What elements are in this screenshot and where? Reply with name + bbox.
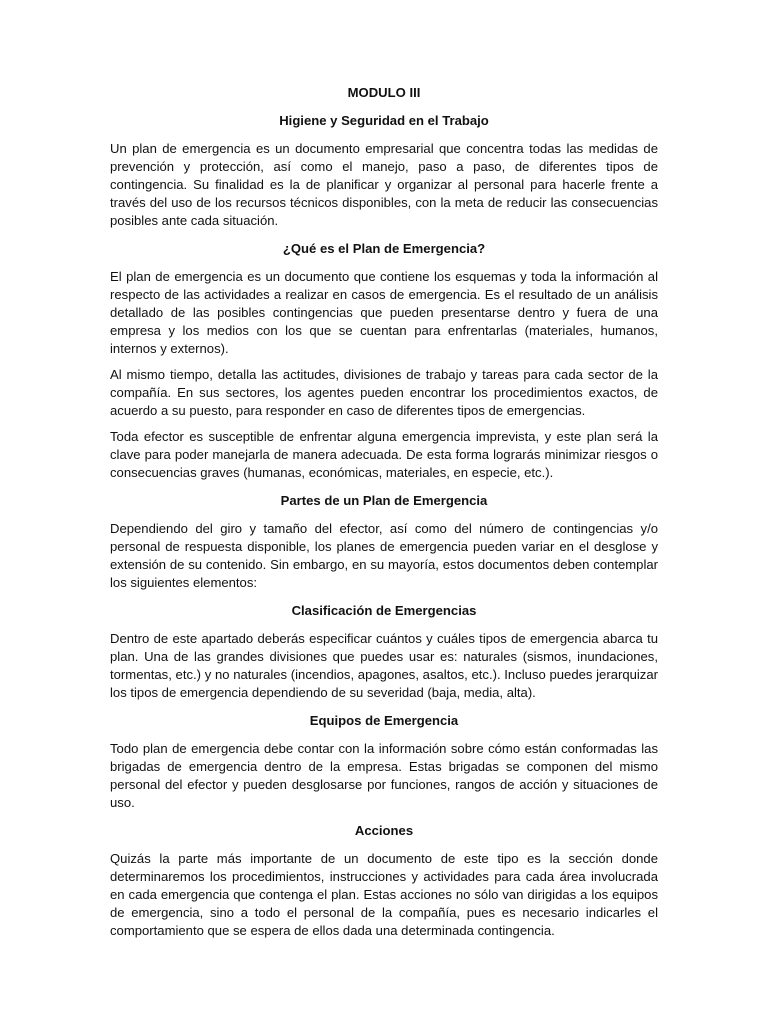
section-heading-clasificacion: Clasificación de Emergencias <box>291 603 477 618</box>
intro-paragraph: Un plan de emergencia es un documento empresarial que concentra todas las medidas de prevención y protección, así como el manejo, paso a paso, de diferentes tipos de contingencia. Su finalidad es la de planificar y organizar al personal para hacerle frente a través del uso de los recursos técnicos disponibles, con la meta de reducir las consecuencias posibles ante cada situación. <box>110 141 658 228</box>
section-heading-que-es: ¿Qué es el Plan de Emergencia? <box>282 241 486 256</box>
paragraph-equipos-1: Todo plan de emergencia debe contar con la información sobre cómo están conformadas las brigadas de emergencia dentro de la empresa. Estas brigadas se componen del mismo personal del efector y pueden desglosarse por funciones, rangos de acción y situaciones de uso. <box>110 741 658 810</box>
paragraph-que-es-3: Toda efector es susceptible de enfrentar alguna emergencia imprevista, y este plan será la clave para poder manejarla de manera adecuada. De esta forma lograrás minimizar riesgos o consecuencias graves (humanas, económicas, materiales, en especie, etc.). <box>110 429 658 480</box>
section-heading-partes: Partes de un Plan de Emergencia <box>280 493 488 508</box>
document-title: MODULO III <box>347 85 421 100</box>
document-page <box>110 84 658 940</box>
paragraph-acciones-1: Quizás la parte más importante de un documento de este tipo es la sección donde determinaremos los procedimientos, instrucciones y actividades para cada área involucrada en cada emergencia que contenga el plan. Estas acciones no sólo van dirigidas a los equipos de emergencia, sino a todo el personal de la compañía, pues es necesario indicarles el comportamiento que se espera de ellos dada una determinada contingencia. <box>110 851 658 938</box>
paragraph-partes-1: Dependiendo del giro y tamaño del efector, así como del número de contingencias y/o personal de respuesta disponible, los planes de emergencia pueden variar en el desglose y extensión de su contenido. Sin embargo, en su mayoría, estos documentos deben contemplar los siguientes elementos: <box>110 521 658 590</box>
document-subtitle: Higiene y Seguridad en el Trabajo <box>279 113 489 128</box>
section-heading-acciones: Acciones <box>354 823 414 838</box>
section-heading-equipos: Equipos de Emergencia <box>309 713 459 728</box>
paragraph-clasificacion-1: Dentro de este apartado deberás especificar cuántos y cuáles tipos de emergencia abarca tu plan. Una de las grandes divisiones que puedes usar es: naturales (sismos, inundaciones, tormentas, etc.) y no naturales (incendios, apagones, asaltos, etc.). Incluso puedes jerarquizar los tipos de emergencia dependiendo de su severidad (baja, media, alta). <box>110 631 658 700</box>
paragraph-que-es-1: El plan de emergencia es un documento que contiene los esquemas y toda la información al respecto de las actividades a realizar en casos de emergencia. Es el resultado de un análisis detallado de las posibles contingencias que pueden presentarse dentro y fuera de una empresa y los medios con los que se cuentan para enfrentarlas (materiales, humanos, internos y externos). <box>110 269 658 356</box>
paragraph-que-es-2: Al mismo tiempo, detalla las actitudes, divisiones de trabajo y tareas para cada sector de la compañía. En sus sectores, los agentes pueden encontrar los procedimientos exactos, de acuerdo a su puesto, para responder en caso de diferentes tipos de emergencias. <box>110 367 658 418</box>
